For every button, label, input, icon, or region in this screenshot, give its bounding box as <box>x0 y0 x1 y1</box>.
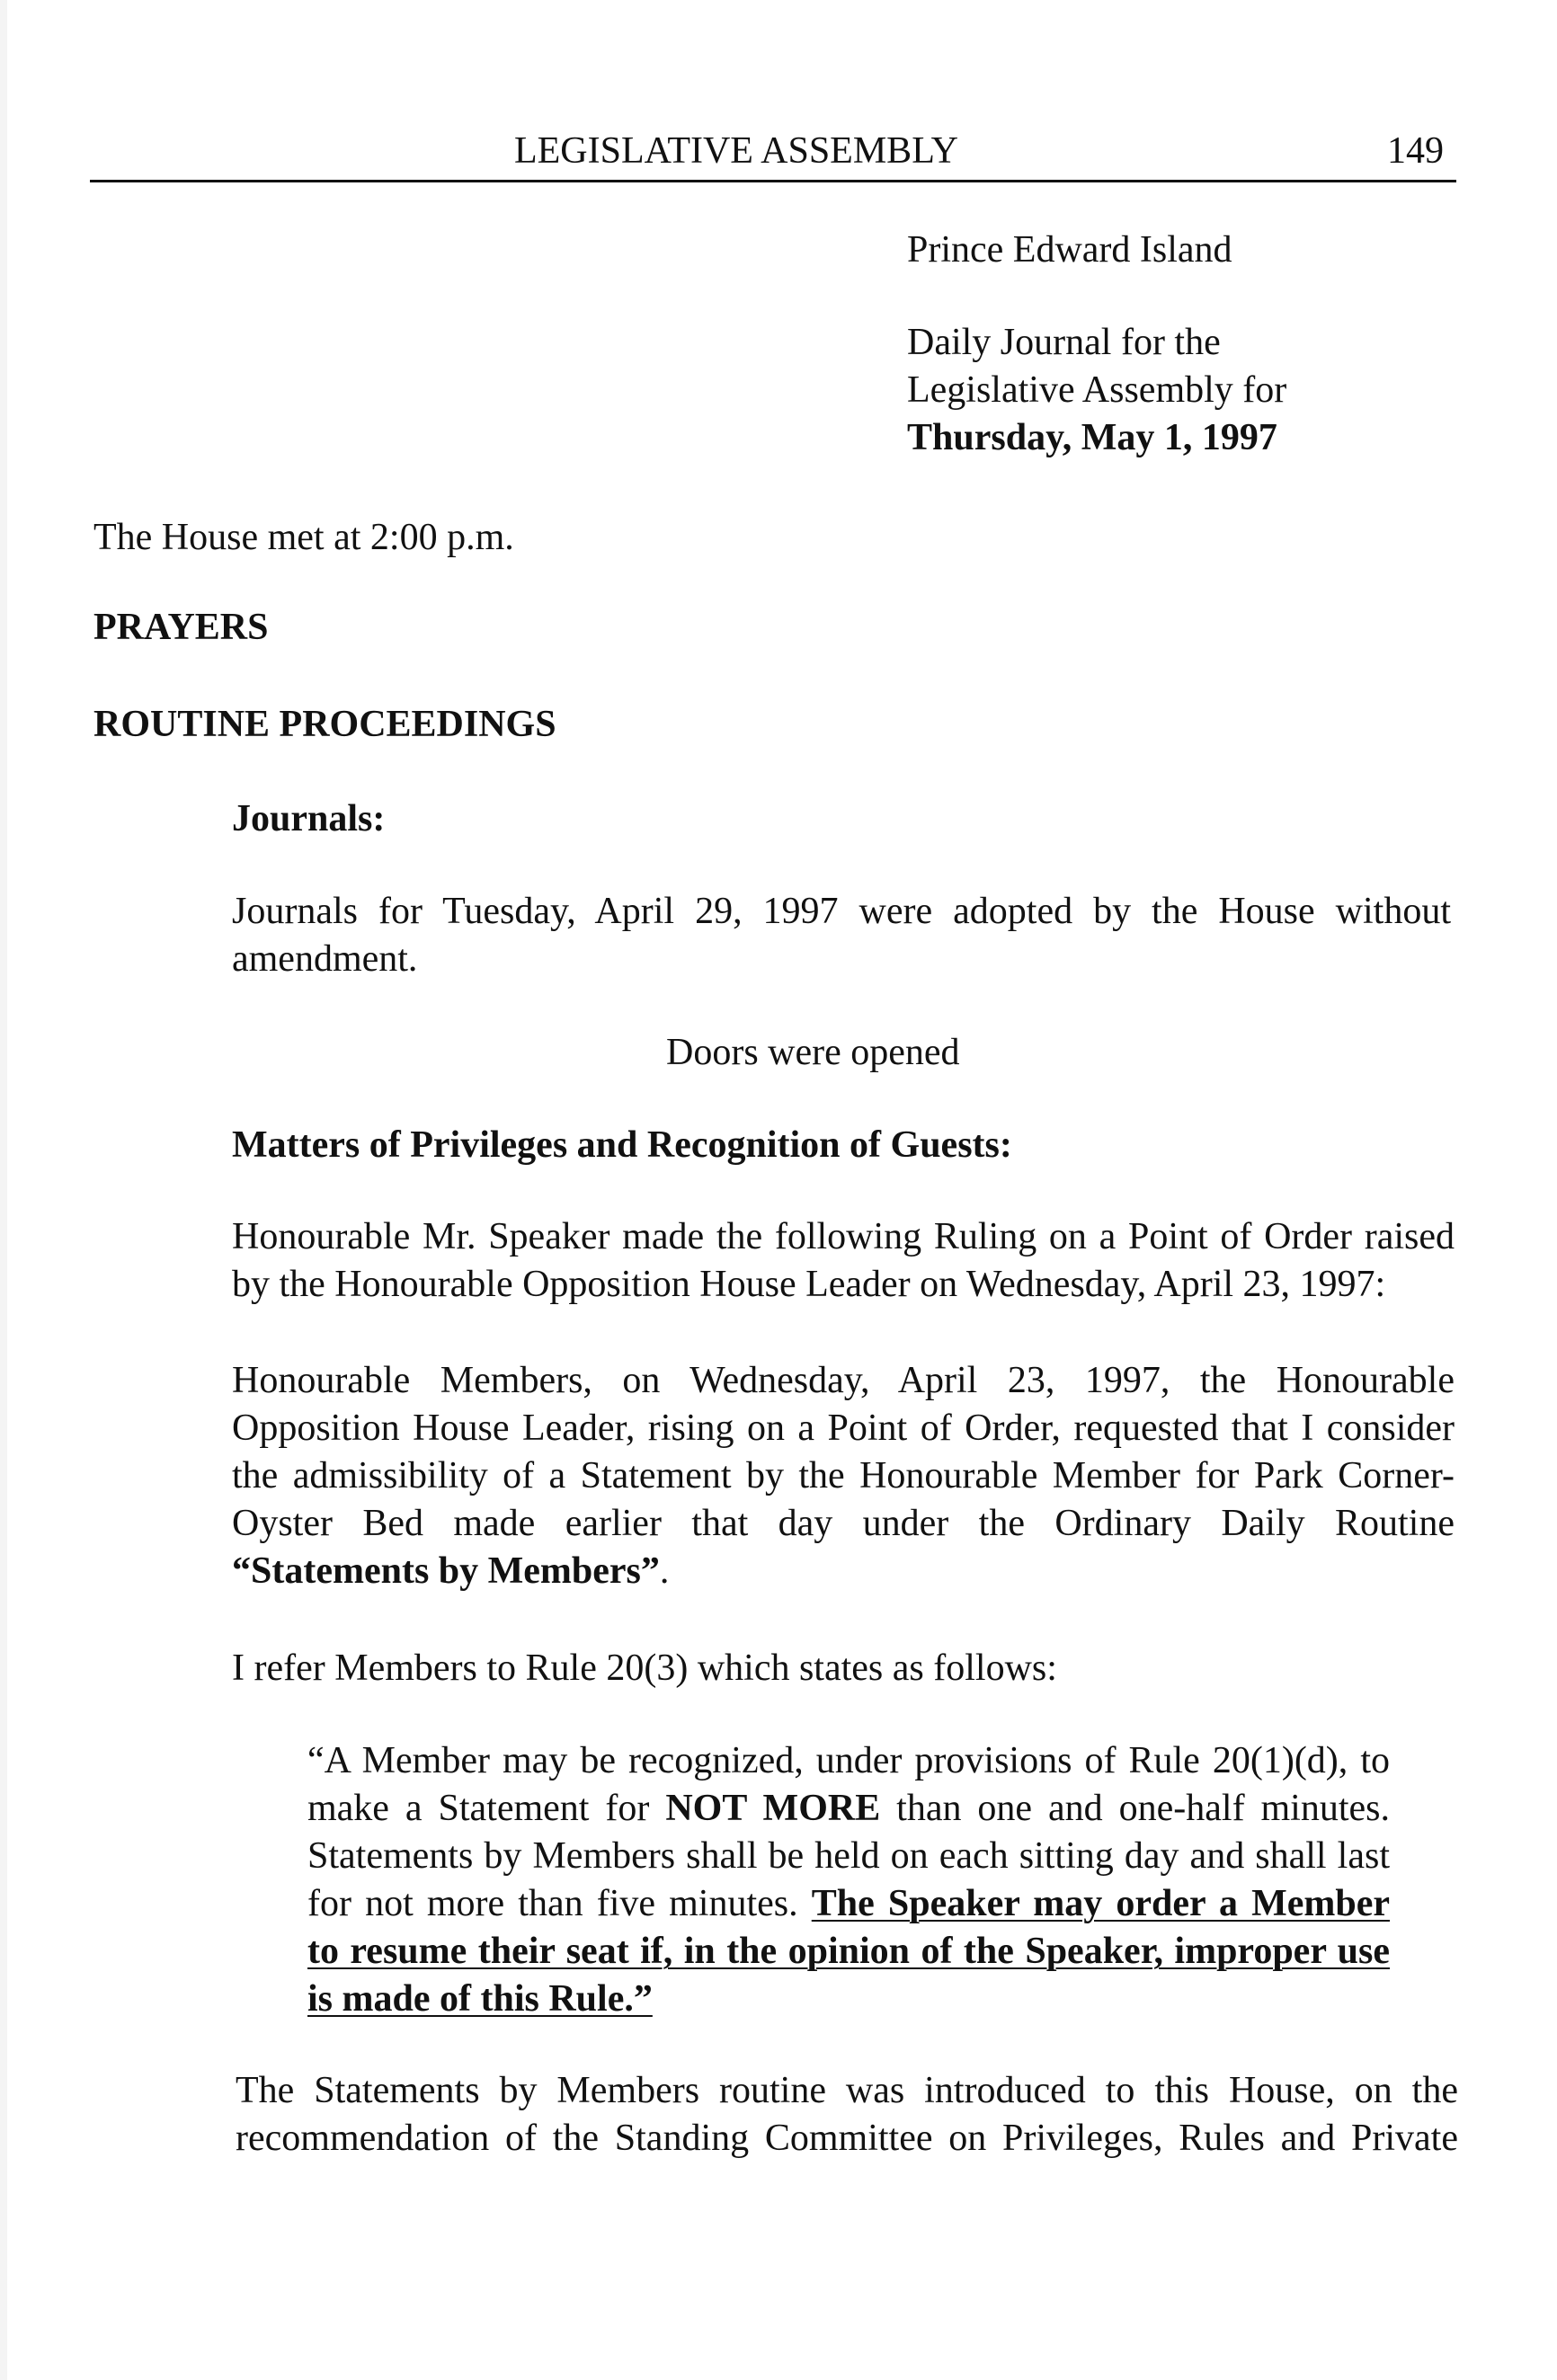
underlined-rule-text: to resume their seat if, in the opinion of the Speaker, improper use <box>307 1931 1390 1972</box>
closing-line: recommendation of the Standing Committee on Privileges, Rules and Private <box>236 2118 1458 2159</box>
rule-quote <box>307 1737 1390 2023</box>
ruling-intro-line: by the Honourable Opposition House Leader on Wednesday, April 23, 1997: <box>232 1264 1386 1305</box>
quote-line: Statements by Members shall be held on each sitting day and shall last <box>307 1835 1390 1877</box>
ruling-intro-paragraph <box>232 1213 1455 1309</box>
journal-title-line2: Legislative Assembly for <box>907 369 1287 411</box>
ruling-paragraph <box>232 1357 1455 1595</box>
closing-line: The Statements by Members routine was introduced to this House, on the <box>236 2070 1458 2111</box>
underlined-rule-text: The Speaker may order a Member <box>811 1883 1390 1924</box>
ruling-line: Opposition House Leader, rising on a Point of Order, requested that I consider <box>232 1408 1455 1449</box>
privileges-heading: Matters of Privileges and Recognition of Guests: <box>232 1124 1012 1166</box>
running-title: LEGISLATIVE ASSEMBLY <box>514 130 958 172</box>
journal-title-line1: Daily Journal for the <box>907 322 1221 363</box>
journal-date: Thursday, May 1, 1997 <box>907 417 1277 458</box>
journals-line: Journals for Tuesday, April 29, 1997 were adopted by the House without <box>232 891 1451 932</box>
prayers-heading: PRAYERS <box>93 607 269 648</box>
journals-heading: Journals: <box>232 798 386 839</box>
ruling-intro-line: Honourable Mr. Speaker made the following Ruling on a Point of Order raised <box>232 1216 1455 1257</box>
quote-line <box>307 1976 1390 2023</box>
journals-line: amendment. <box>232 938 418 980</box>
closing-paragraph <box>236 2067 1458 2162</box>
rule-reference-line: I refer Members to Rule 20(3) which states as follows: <box>232 1647 1057 1689</box>
quote-line <box>307 1928 1390 1976</box>
quote-line <box>307 1880 1390 1928</box>
underlined-rule-text: is made of this Rule.” <box>307 1978 653 2020</box>
ruling-line: the admissibility of a Statement by the Honourable Member for Park Corner- <box>232 1455 1455 1496</box>
journals-paragraph <box>232 888 1451 983</box>
quote-text: for not more than five minutes. <box>307 1883 812 1924</box>
quote-text: than one and one-half minutes. <box>880 1788 1390 1829</box>
ruling-line: Honourable Members, on Wednesday, April 23, 1997, the Honourable <box>232 1360 1455 1401</box>
quote-line <box>307 1785 1390 1833</box>
quote-line: “A Member may be recognized, under provisions of Rule 20(1)(d), to <box>307 1740 1390 1781</box>
doors-opened-line: Doors were opened <box>666 1032 960 1073</box>
province-name: Prince Edward Island <box>907 229 1232 271</box>
not-more-emphasis: NOT MORE <box>665 1788 881 1829</box>
scan-edge <box>0 0 7 2380</box>
header-rule <box>90 180 1456 182</box>
page-number: 149 <box>1387 130 1444 172</box>
ruling-line-end: . <box>659 1550 670 1592</box>
routine-proceedings-heading: ROUTINE PROCEEDINGS <box>93 704 556 745</box>
statements-by-members-term: “Statements by Members” <box>232 1550 660 1592</box>
ruling-line: Oyster Bed made earlier that day under the Ordinary Daily Routine <box>232 1503 1455 1544</box>
quote-text: make a Statement for <box>307 1788 666 1829</box>
ruling-line-last <box>232 1548 1455 1595</box>
house-met-line: The House met at 2:00 p.m. <box>93 517 514 558</box>
